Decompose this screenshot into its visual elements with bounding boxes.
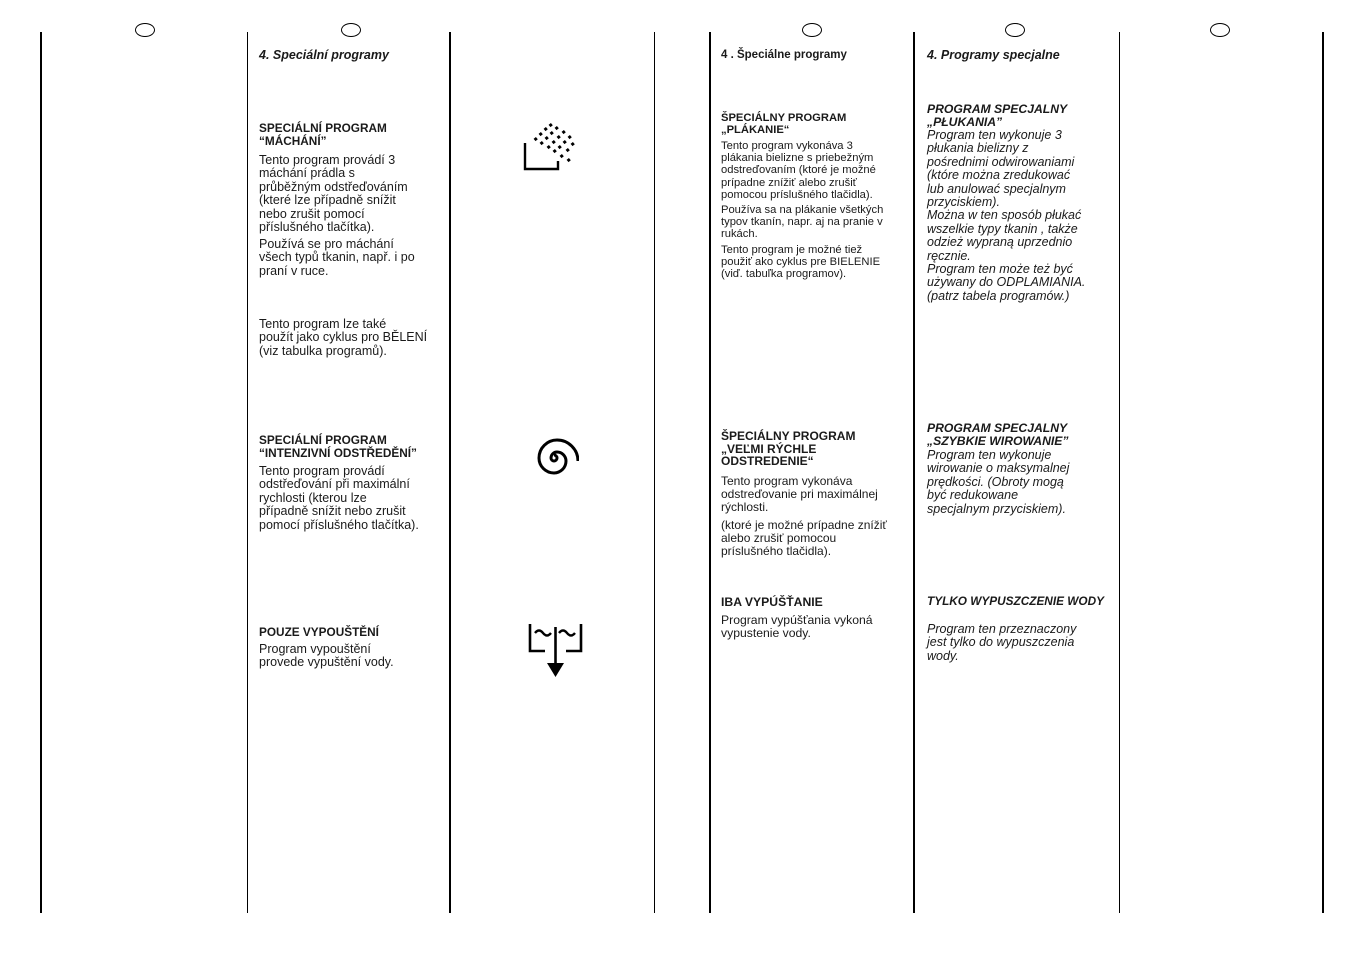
language-oval-marker bbox=[802, 23, 822, 37]
rinse-program-description: Tento program vykonáva 3 plákania bielizne s priebežným odstreďovaním (ktoré je možné prípadne znížiť alebo zrušiť pomocou príslušného tlačidla). bbox=[721, 140, 876, 201]
language-oval-marker bbox=[1005, 23, 1025, 37]
rinse-program-bleach-note: Tento program lze také použít jako cyklus pro BĚLENÍ (viz tabulka programů). bbox=[259, 317, 428, 358]
rinse-program-bleach-note: Tento program je možné tiež použiť ako cyklus pre BIELENIE (viď. tabuľka programov). bbox=[721, 244, 881, 281]
spin-program-heading: ŠPECIÁLNY PROGRAM „VEĽMI RÝCHLE ODSTREDENIE“ bbox=[721, 429, 856, 469]
spin-program-description: Program ten wykonuje wirowanie o maksymalnej prędkości. (Obroty mogą być redukowane specjalnym przyciskiem). bbox=[927, 448, 1070, 516]
polish-column bbox=[927, 48, 1115, 663]
rinse-program-usage: Používa sa na plákanie všetkých typov tkanín, napr. aj na pranie v rukách. bbox=[721, 204, 884, 241]
column-divider bbox=[247, 32, 248, 913]
drain-program-heading: POUZE VYPOUŠTĚNÍ bbox=[259, 625, 379, 639]
rinse-program-heading: ŠPECIÁLNY PROGRAM „PLÁKANIE“ bbox=[721, 112, 847, 137]
section-title: 4 . Špeciálne programy bbox=[721, 49, 847, 61]
column-divider bbox=[449, 32, 451, 913]
column-divider bbox=[913, 32, 915, 913]
spin-program-note: (ktoré je možné prípadne znížiť alebo zrušiť pomocou príslušného tlačidla). bbox=[721, 518, 887, 558]
page-spine-divider bbox=[709, 32, 711, 913]
rinse-program-usage: Používá se pro máchání všech typů tkanin, např. i po praní v ruce. bbox=[259, 237, 415, 278]
language-oval-marker bbox=[341, 23, 361, 37]
section-title: 4. Speciální programy bbox=[259, 48, 389, 62]
drain-program-description: Program vypouštění provede vypuštění vody. bbox=[259, 642, 394, 670]
drain-program-heading: TYLKO WYPUSZCZENIE WODY bbox=[927, 594, 1104, 608]
drain-program-heading: IBA VYPÚŠŤANIE bbox=[721, 595, 823, 609]
section-title: 4. Programy specjalne bbox=[927, 48, 1060, 62]
drain-program-description: Program vypúšťania vykoná vypustenie vody. bbox=[721, 613, 873, 640]
drain-symbol-icon bbox=[527, 621, 587, 681]
page-right-border bbox=[1322, 32, 1324, 913]
column-divider bbox=[1119, 32, 1120, 913]
language-oval-marker bbox=[135, 23, 155, 37]
rinse-program-heading: PROGRAM SPECJALNY „PŁUKANIA” bbox=[927, 102, 1068, 130]
spin-program-description: Tento program provádí odstřeďování při maximální rychlosti (kterou lze případně snížit nebo zrušit pomocí příslušného tlačítka). bbox=[259, 464, 419, 532]
czech-column bbox=[259, 48, 444, 670]
spin-program-heading: SPECIÁLNÍ PROGRAM “INTENZIVNÍ ODSTŘEDĚNÍ” bbox=[259, 433, 417, 460]
spin-program-heading: PROGRAM SPECJALNY „SZYBKIE WIROWANIE” bbox=[927, 421, 1069, 449]
page-left-border bbox=[40, 32, 42, 913]
column-divider bbox=[654, 32, 655, 913]
spin-program-description: Tento program vykonáva odstreďovanie pri maximálnej rýchlosti. bbox=[721, 474, 878, 514]
slovak-column bbox=[721, 49, 906, 640]
spin-symbol-icon bbox=[529, 433, 579, 483]
rinse-symbol-icon bbox=[522, 121, 582, 173]
rinse-program-heading: SPECIÁLNÍ PROGRAM “MÁCHÁNÍ” bbox=[259, 121, 387, 148]
language-oval-marker bbox=[1210, 23, 1230, 37]
rinse-program-description: Program ten wykonuje 3 płukania bielizny z pośrednimi odwirowaniami (które można zredukować lub anulować specjalnym przyciskiem). Można w ten sposób płukać wszelkie typy tkanin , także odzież wypraną uprzednio ręcznie. Program ten może też być używany do ODPLAMIANIA. (patrz tabela programów.) bbox=[927, 128, 1086, 303]
rinse-program-description: Tento program provádí 3 máchání prádla s průběžným odstřeďováním (které lze případně snížit nebo zrušit pomocí příslušného tlačítka). bbox=[259, 153, 408, 235]
drain-program-description: Program ten przeznaczony jest tylko do wypuszczenia wody. bbox=[927, 622, 1077, 663]
